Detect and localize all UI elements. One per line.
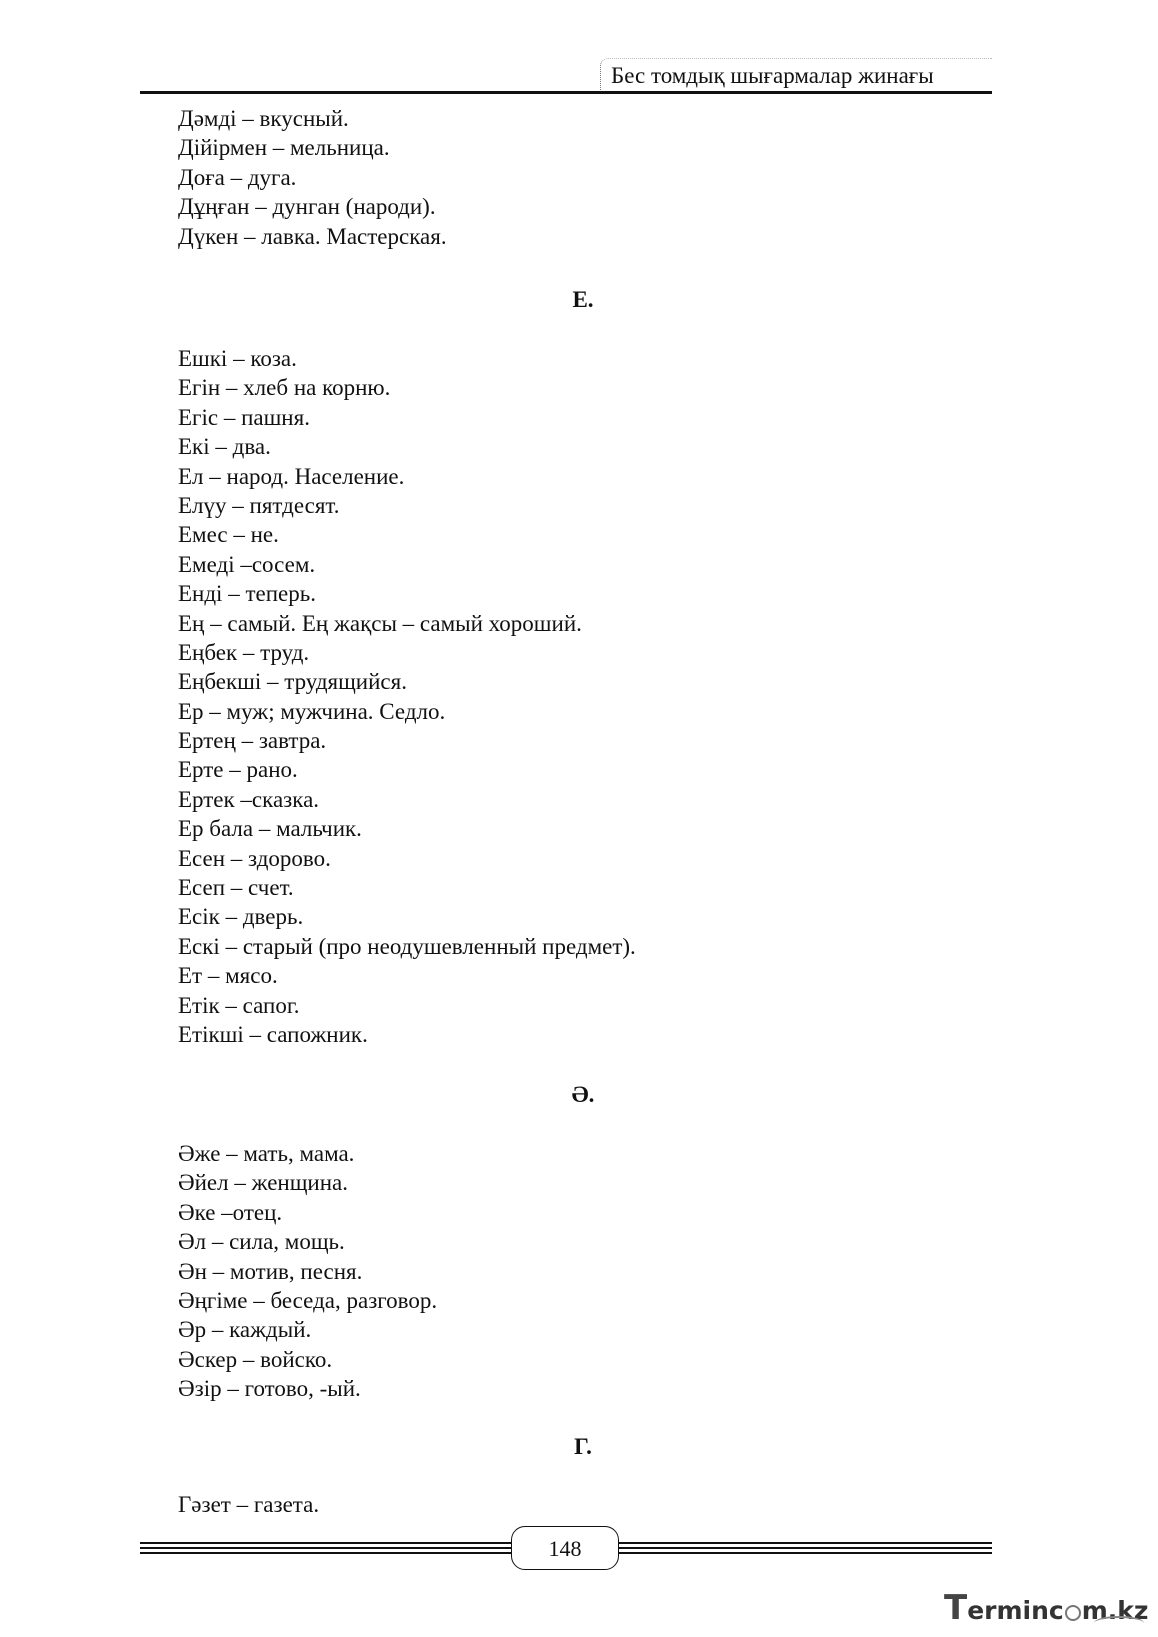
- dictionary-entry: Емеді –сосем.: [178, 551, 316, 577]
- dictionary-entry: Ертек –сказка.: [178, 786, 320, 812]
- dictionary-entry: Дүкен – лавка. Мастерская.: [178, 223, 447, 249]
- dictionary-entry: Дұңған – дунган (народи).: [178, 194, 436, 220]
- termincom-watermark-logo: Terminc m.kz: [944, 1588, 1149, 1628]
- dictionary-entry: Әке –отец.: [178, 1199, 283, 1225]
- section-letter-e: Е.: [572, 287, 594, 312]
- dictionary-entry: Ән – мотив, песня.: [178, 1258, 363, 1284]
- dictionary-entry: Ерте – рано.: [178, 757, 298, 783]
- dictionary-entry: Ел – народ. Население.: [178, 463, 405, 489]
- dictionary-entry: Ешкі – коза.: [178, 346, 297, 371]
- dictionary-entry: Дійірмен – мельница.: [178, 135, 390, 161]
- dictionary-entry: Әңгіме – беседа, разговор.: [178, 1287, 438, 1313]
- dictionary-entry: Әже – мать, мама.: [178, 1141, 355, 1166]
- section-letter-ae: Ә.: [571, 1082, 595, 1107]
- magnifier-icon: [1065, 1605, 1081, 1621]
- section-g-entries: [178, 1490, 319, 1519]
- dictionary-entry: Есеп – счет.: [178, 875, 294, 901]
- dictionary-entry: Есік – дверь.: [178, 904, 304, 930]
- dictionary-entry: Ескі – старый (про неодушевленный предмет).: [178, 933, 636, 959]
- dictionary-entry: Егіс – пашня.: [178, 404, 310, 430]
- dictionary-entry: Есен – здорово.: [178, 845, 331, 871]
- dictionary-entry: Еңбекші – трудящийся.: [178, 669, 407, 695]
- dictionary-entry: Етік – сапог.: [178, 992, 300, 1018]
- dictionary-entry: Ет – мясо.: [178, 963, 278, 989]
- dictionary-entry: Дәмді – вкусный.: [178, 106, 349, 131]
- dictionary-entry: Әзір – готово, -ый.: [178, 1376, 361, 1402]
- dictionary-entry: Емес – не.: [178, 522, 279, 548]
- dictionary-entry: Елүу – пятдесят.: [178, 492, 340, 518]
- dictionary-entry: Енді – теперь.: [178, 581, 316, 607]
- section-d-entries: [178, 104, 447, 251]
- section-ae-entries: [178, 1139, 437, 1404]
- page-number: 148: [511, 1526, 619, 1570]
- dictionary-entry: Әл – сила, мощь.: [178, 1229, 345, 1255]
- header-rule: [140, 91, 992, 94]
- dictionary-entry: Әр – каждый.: [178, 1317, 312, 1343]
- section-e-entries: [178, 344, 636, 1049]
- dictionary-entry: Етікші – сапожник.: [178, 1021, 368, 1047]
- running-header-title: Бес томдық шығармалар жинағы: [600, 58, 992, 92]
- dictionary-entry: Әйел – женщина.: [178, 1170, 348, 1196]
- dictionary-entry: Ер бала – мальчик.: [178, 816, 362, 842]
- dictionary-entry: Доға – дуга.: [178, 164, 297, 190]
- dictionary-entry: Ер – муж; мужчина. Седло.: [178, 698, 446, 724]
- dictionary-entry: Ең – самый. Ең жақсы – самый хороший.: [178, 610, 582, 636]
- dictionary-entry: Ертең – завтра.: [178, 728, 327, 754]
- dictionary-entry: Гәзет – газета.: [178, 1492, 320, 1517]
- swoosh-icon: [1094, 1616, 1144, 1630]
- section-letter-g: Г.: [574, 1434, 592, 1459]
- dictionary-entry: Еңбек – труд.: [178, 639, 310, 665]
- dictionary-entry: Егін – хлеб на корню.: [178, 375, 391, 401]
- dictionary-entry: Екі – два.: [178, 434, 271, 460]
- dictionary-entry: Әскер – войско.: [178, 1346, 333, 1372]
